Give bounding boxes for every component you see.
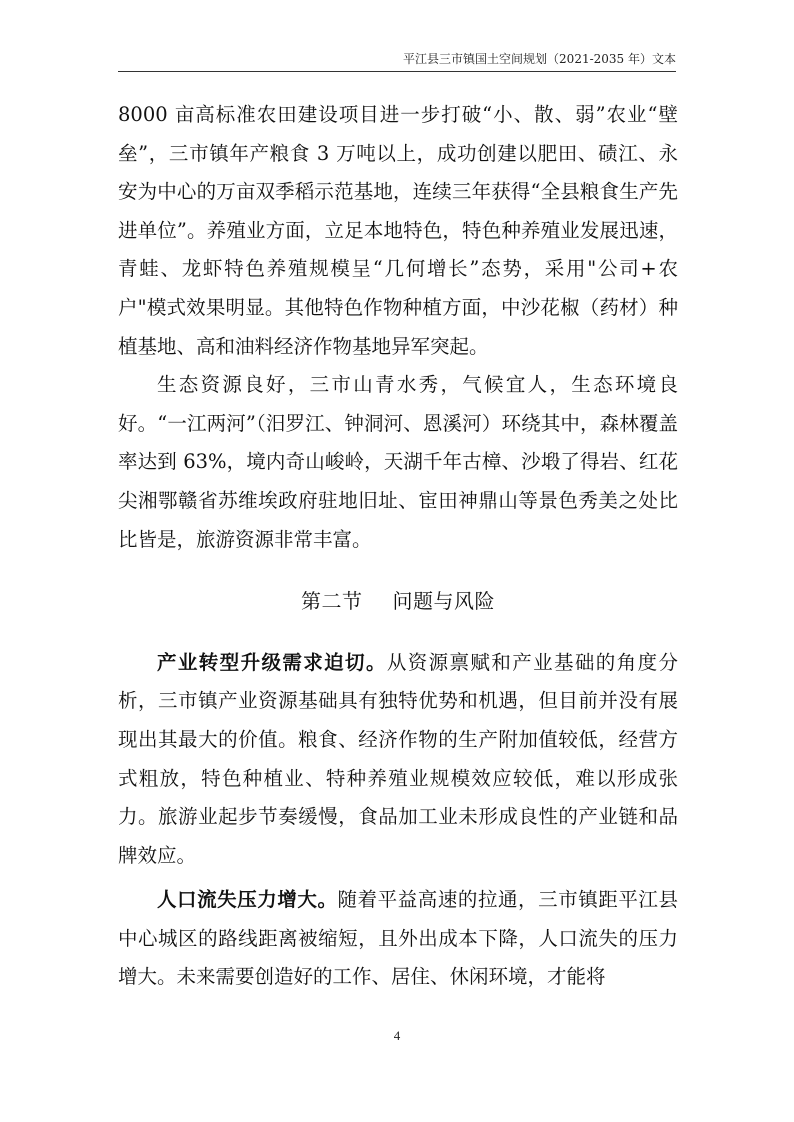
issue-paragraph xyxy=(118,644,678,876)
body-text xyxy=(118,96,678,997)
section-title: 问题与风险 xyxy=(392,589,495,614)
paragraph-ecology: 生态资源良好，三市山青水秀，气候宜人，生态环境良好。“一江两河”（汨罗江、钟洞河、恩溪河）环绕其中，森林覆盖率达到 63%，境内奇山峻岭，天湖千年古樟、沙塅了得岩、红花尖湘鄂赣省苏维埃政府驻地旧址、宦田神鼎山等景色秀美之处比比皆是，旅游资源非常丰富。 xyxy=(118,373,678,551)
issue-paragraph xyxy=(118,881,678,997)
section-heading xyxy=(118,582,678,621)
page-number: 4 xyxy=(393,1028,401,1043)
running-header: 平江县三市镇国土空间规划（2021-2035 年）文本 xyxy=(118,50,676,72)
issue-lead: 人口流失压力增大。 xyxy=(157,888,338,912)
paragraph-continued: 8000 亩高标准农田建设项目进一步打破“小、散、弱”农业“壁垒”，三市镇年产粮食 3 万吨以上，成功创建以肥田、碛江、永安为中心的万亩双季稻示范基地，连续三年获得“全县粮食生产先进单位”。养殖业方面，立足本地特色，特色种养殖业发展迅速，青蛙、龙虾特色养殖规模呈“几何增长”态势，采用"公司+农户"模式效果明显。其他特色作物种植方面，中沙花椒（药材）种植基地、高和油料经济作物基地异军突起。 xyxy=(118,103,678,358)
issue-text: 随着平益高速的拉通，三市镇距平江县中心城区的路线距离被缩短，且外出成本下降，人口流失的压力增大。未来需要创造好的工作、居住、休闲环境，才能将 xyxy=(118,888,678,989)
issue-lead: 产业转型升级需求迫切。 xyxy=(157,650,387,674)
section-number: 第二节 xyxy=(301,589,363,614)
issue-text: 从资源禀赋和产业基础的角度分析，三市镇产业资源基础具有独特优势和机遇，但目前并没有展现出其最大的价值。粮食、经济作物的生产附加值较低，经营方式粗放，特色种植业、特种养殖业规模效应较低，难以形成张力。旅游业起步节奏缓慢，食品加工业未形成良性的产业链和品牌效应。 xyxy=(118,650,678,867)
